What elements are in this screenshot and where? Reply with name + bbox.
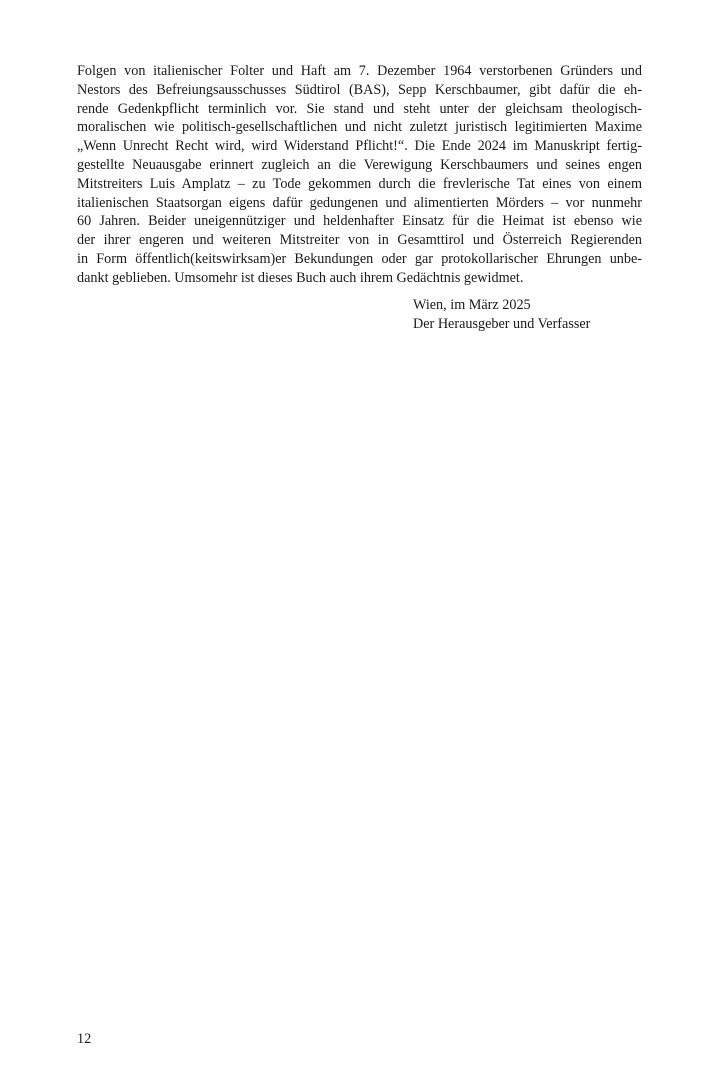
paragraph-line: rende Gedenkpflicht terminlich vor. Sie stand und steht unter der gleichsam theologisch- (77, 100, 642, 117)
paragraph-line: in Form öffentlich(keitswirksam)er Bekundungen oder gar protokollarischer Ehrungen unbe- (77, 250, 642, 267)
paragraph-line: „Wenn Unrecht Recht wird, wird Widerstand Pflicht!“. Die Ende 2024 im Manuskript fertig- (77, 138, 642, 155)
paragraph-line: der ihrer engeren und weiteren Mitstreiter von in Gesamttirol und Österreich Regierenden (77, 232, 642, 249)
paragraph-line: Nestors des Befreiungsausschusses Südtirol (BAS), Sepp Kerschbaumer, gibt dafür die eh- (77, 81, 642, 98)
paragraph-line: gestellte Neuausgabe erinnert zugleich an die Verewigung Kerschbaumers und seines engen (77, 156, 642, 173)
paragraph-line: dankt geblieben. Umsomehr ist dieses Buch auch ihrem Gedächtnis gewidmet. (77, 269, 524, 286)
signature-block (413, 296, 590, 334)
paragraph-line: Mitstreiters Luis Amplatz – zu Tode gekommen durch die frevlerische Tat eines von einem (77, 175, 642, 192)
body-paragraph (77, 62, 642, 288)
signature-author: Der Herausgeber und Verfasser (413, 316, 591, 332)
paragraph-line: 60 Jahren. Beider uneigennütziger und heldenhafter Einsatz für die Heimat ist ebenso wie (77, 213, 642, 230)
paragraph-line: italienischen Staatsorgan eigens dafür gedungenen und alimentierten Mörders – vor nunmehr (77, 194, 642, 211)
paragraph-line: Folgen von italienischer Folter und Haft am 7. Dezember 1964 verstorbenen Gründers und (77, 63, 642, 79)
paragraph-line: moralischen wie politisch-gesellschaftlichen und nicht zuletzt juristisch legitimierten Maxime (77, 119, 642, 136)
page-number: 12 (77, 1031, 92, 1047)
signature-place-date: Wien, im März 2025 (413, 297, 531, 313)
